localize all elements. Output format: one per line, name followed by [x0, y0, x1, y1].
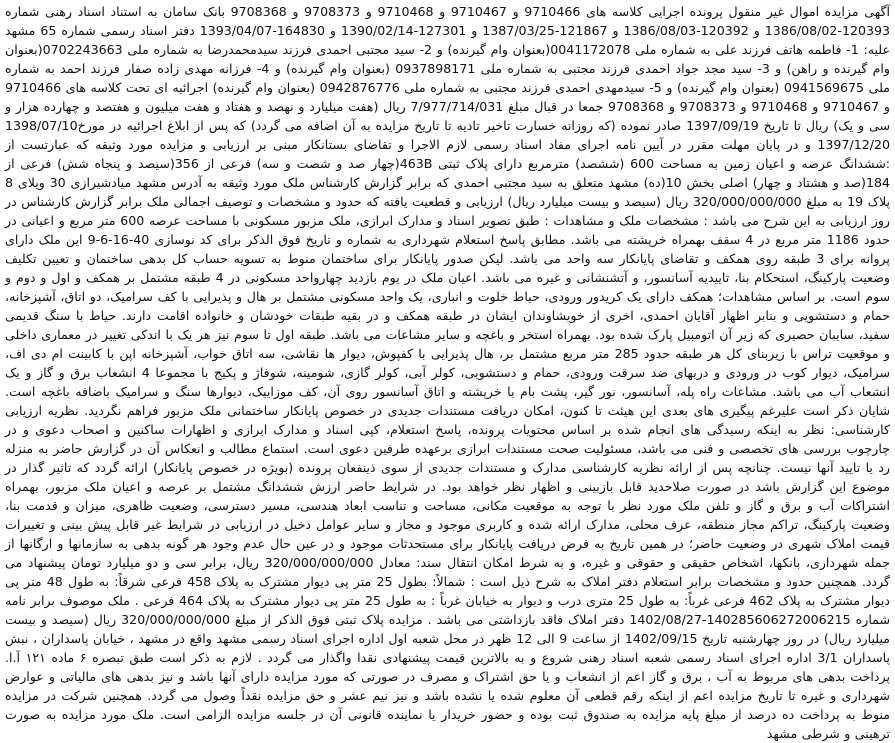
auction-notice-text: آگهی مزایده اموال غیر منقول پرونده اجرایی کلاسه های 9710466 و 9710467 و 9710468 و 9708373 و 9708368 بانک سامان به استناد اسناد رهنی شماره 120393-1386/08/02 و 120392-1386/08/03 و 121867-1387/03/25 و 127301-1390/02/14 و 164830-1393/04/07 دفتر اسناد رسمی شماره 65 مشهد علیه: 1- فاطمه هاتف فرزند علی به شماره ملی 0041172078(بعنوان وام گیرنده) و 2- سید مجتبی احمدی فرزند سیدمحمدرضا به شماره ملی 0702243663(بعنوان وام گیرنده و راهن) و 3- سید مجد جواد احمدی فرزند مجتبی به شماره ملی 0937898171 (بعنوان وام گیرنده) و 4- فرزانه مهدی زاده صفار فرزند احمد به شماره ملی 0941569675 (بعنوان وام گیرنده) و 5- سیدمهدی احمدی فرزند مجتبی به شماره ملی 0942876776 (بعنوان وام گیرنده) اجرائیه ای تحت کلاسه های 9710466 و 9710467 و 9710468 و 9708373 و 9708368 جمعا در قبال مبلغ 7/977/714/031 ریال (هفت میلیارد و نهصد و هفتاد و هفت میلیون و هفتصد و چهارده هزار و سی و یک) ریال تا تاریخ 1397/09/19 صادر نموده (که روزانه خسارت تاخیر تادیه تا تاریخ مزایده به آن اضافه می گردد) که پس از ابلاغ اجرائیه در مورخ1398/07/10 1397/12/20 و در پایان مهلت مقرر در آیین نامه اجرای مفاد اسناد رسمی لازم الاجرا و تقاضای بستانکار مبنی بر ارزیابی و مزایده مورد وثیقه که عبارتست از :ششدانگ عرصه و اعیان زمین به مساحت 600 (ششصد) مترمربع دارای پلاک ثبتی 463B(چهار صد و شصت و سه) فرعی از 356(سیصد و پنجاه شش) فرعی از 184(صد و هشتاد و چهار) اصلی بخش 10(ده) مشهد متعلق به سید مجتبی احمدی که برابر گزارش کارشناس ملک مورد وثیقه به آدرس مشهد میادشیرازی 30 ویلای 8 پلاک 19 به مبلغ 320/000/000/000 ریال (سیصد و بیست میلیارد ریال) ارزیابی و قطعیت یافته که حدود و مشخصات و توصیف اجمالی ملک برابر گزارش کارشناس در روز ارزیابی به این شرح می باشد : مشخصات ملک و مشاهدات : طبق تصویر اسناد و مدارک ابرازی، ملک مزبور مسکونی با مساحت عرصه 600 متر مربع و اعیانی در حدود 1186 متر مربع در 4 سقف بهمراه خرپشته می باشد. مطابق پاسخ استعلام شهرداری به شماره و تاریخ فوق الذکر برای کد نوسازی 40-16-6-9 این ملک دارای پروانه برای 3 طبقه روی همکف و تقاضای پایانکار سه واحد می باشد. لیکن صدور پایانکار برای ساختمان منوط به تسویه حساب کل بدهی ساختمان و تعیین تکلیف وضعیت پارکینگ، استحکام بنا، تاییدیه آسانسور، و آتشنشانی و غیره می باشد. اعیان ملک در یوم بازدید چهارواحد مسکونی در 4 طبقه مشتمل بر همکف و اول و دوم و سوم است. بر اساس مشاهدات؛ همکف دارای یک کریدور ورودی، حیاط خلوت و انباری، یک واحد مسکونی مشتمل بر هال و پذیرایی با کف سرامیک، دو اتاق، آشپزخانه، حمام و دستشویی و بنابر اظهار آقایان احمدی، اخری از خویشاوندان ایشان در طبقه همکف و در بقیه طبقات خودشان و خانواده اقامت دارند. حیاط با سنگ قدیمی سفید، سایبان حصیری که زیر آن اتومبیل پارک شده بود. بهمراه استخر و باغچه و سایر مشاعات می باشد. طبقه اول تا سوم نیز هر یک با اندکی تغییر در معماری داخلی و موقعیت تراس با زیربنای کل هر طبقه حدود 285 متر مربع مشتمل بر، هال پذیرایی با کفپوش، دیوار ها نقاشی، سه اتاق خواب، آشپزخانه اپن با کابینت ام دی اف، سرامیک، دیوار کوب در ورودی و دربهای ضد سرقت ورودی، حمام و دستشویی، کولر آبی، کولر گازی، شومینه، شوفاژ و پکیج با مجموعا 4 انشعاب برق و گاز و یک انشعاب آب می باشد. مشاعات راه پله، آسانسور، نور گیر، پشت بام با خرپشته و اتاق آسانسور روی آن، کف موزاییک، دیوارها سنگ و سرامیک باضافه باغچه است. شایان ذکر است علیرغم پیگیری های بعدی این هیئت تا کنون، امکان دریافت مستندات جدیدی در خصوص پایانکار ساختمانی ملک مزبور فراهم نگردید. نظریه ارزیابی کارشناسی: نظر به اینکه رسیدگی های انجام شده بر اساس محتویات پرونده، پاسخ استعلام، کپی اسناد و مدارک ابرازی و اظهارات ساکنین و اصحاب دعوی و در چارچوب بررسی های تخصصی و فنی می باشد، مسئولیت صحت مستندات ابرازی برعهده طرفین دعوی است. استماع مطالب و انعکاس آن در گزارش حاضر به منزله رد یا تایید آنها نیست. چنانچه پس از ارائه نظریه کارشناسی مدارک و مستندات جدیدی از سوی ذینفعان پرونده (بویژه در خصوص پایانکار) ارائه گردد که تاثیر گذار در موضوع این گزارش باشد در صورت صلاحدید قابل بازبینی و اظهار نظر خواهد بود. در شرایط حاضر ارزش ششدانگ مشتمل بر عرصه و اعیان ملک مزبور، بهمراه اشتراکات آب و برق و گاز و تلفن ملک مورد نظر با توجه به موقعیت مکانی، مساحت و تناسب ابعاد هندسی، مسیر دسترسی، وضعیت ظاهری، میزان و قدمت بنا، وضعیت پارکینگ، تراکم مجاز منطقه، عرف محلی، مدارک ارائه شده و کاربری موجود و مجاز و سایر عوامل دخیل در ارزیابی در شرایط غیر قابل پیش بینی و تغییرات قیمت املاک شهری در وضعیت حاضر؛ در همین تاریخ به فرض دریافت پایانکار برای مستحدثات موجود و در عین حال عدم وجود هر گونه بدهی به سازمانها و ارگانها از جمله شهرداری، بانکها، اشخاص حقیقی و حقوقی و غیره، و به شرط امکان انتقال سند: معادل 320/000/000/000 ریال، برابر سی و دو میلیارد تومان پیشنهاد می گردد. همچنین حدود و مشخصات برابر استعلام دفتر املاک به شرح ذیل است : شمالاً: بطول 25 متر پی دیوار مشترک به پلاک 458 فرعی شرقاً: به طول 48 متر پی دیوار مشترک به پلاک 462 فرعی غرباً: به طول 25 متری درب و دیوار به خیابان غرباً : به طول 25 متر پی دیوار مشترک به پلاک 464 فرعی . ملک موصوف برابر نامه شماره 140285606272006215-1402/08/27 دفتر املاک فاقد بازداشتی می باشد . مزایده پلاک ثبتی فوق الذکر از مبلغ 320/000/000/000 ریال (سیصد و بیست میلیارد ریال) در روز چهارشنبه تاریخ 1402/09/15 از ساعت 9 الی 12 ظهر در محل شعبه اول اداره اجرای اسناد رسمی مشهد واقع در مشهد ، خیابان پاسداران ، نبش پاسداران 3/1 اداره اجرای اسناد رسمی شعبه اسناد رهنی شروع و به بالاترین قیمت پیشنهادی نقدا واگذار می گردد . لازم به ذکر است طبق تبصره ۶ ماده ۱۲۱ آ.ا. پرداخت بدهی های مربوط به آب ، برق و گاز اعم از انشعاب و یا حق اشتراک و مصرف در صورتی که مورد مزایده دارای آنها باشد و نیز بدهی های مالیاتی و عوارض شهرداری و غیره تا تاریخ مزایده اعم از اینکه رقم قطعی آن معلوم شده یا نشده باشد و نیز نیم عشر و حق مزایده نقداً وصول می گردد. همچنین شرکت در مزایده منوط به پرداخت ده درصد از مبلغ پایه مزایده به صندوق ثبت بوده و حضور خریدار یا نماینده قانونی آن در جلسه مزایده الزامی است. ملک مورد مزایده به صورت ترهینی و شرطی مشهد	[5, 4, 891, 741]
